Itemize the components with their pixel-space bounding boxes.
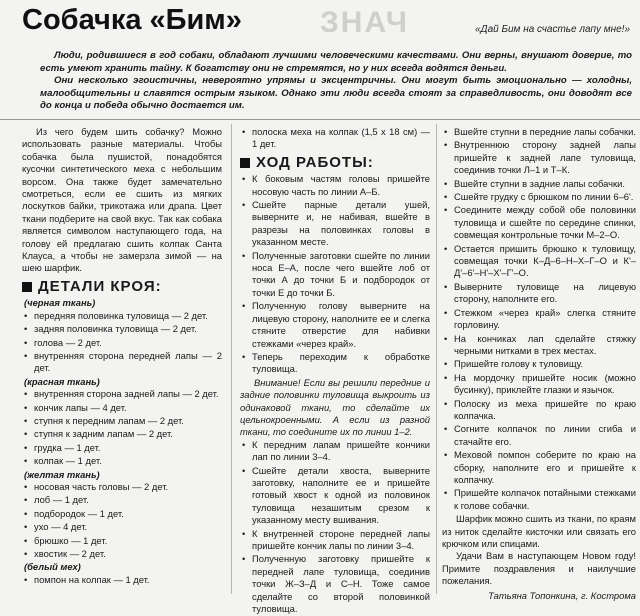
list-item: • задняя половинка туловища — 2 дет. xyxy=(22,323,222,335)
list-item: • подбородок — 1 дет. xyxy=(22,508,222,520)
list-item: • голова — 2 дет. xyxy=(22,337,222,349)
steps-list xyxy=(442,126,636,512)
list-item: • внутренняя сторона передней лапы — 2 дет. xyxy=(22,350,222,375)
header-quote: «Дай Бим на счастье лапу мне!» xyxy=(474,24,630,35)
intro-paragraph: Из чего будем шить собачку? Можно использовать разные материалы. Чтобы собачка была пушистой, понадобятся кусочки синтетического меха с небольшим ворсом. Она также будет замечательно смотреться, если ее сшить из мягких лоскутков байки, трикотажа или драпа. Цвет ткани подберите на свой вкус. Так как собака является символом наступающего года, на голову ей предлагаю сшить колпак Санта Клауса, а чтобы не замерзла зимой — на шею шарфик. xyxy=(22,126,222,274)
parts-group-label: (желтая ткань) xyxy=(24,468,100,480)
list-item: • Сшейте детали хвоста, выверните заготовку, наполните ее и пришейте готовый хвост к одной из половинок туловища незашитым срезом к указанному месту вшивания. xyxy=(240,465,430,527)
list-item: • Полученную заготовку пришейте к передней лапе туловища, соединив точки Ж–З–Д и С–Н. Тоже самое сделайте со второй половинкой туловища. xyxy=(240,553,430,615)
list-item: • ступня к задним лапам — 2 дет. xyxy=(22,428,222,440)
list-item: • Вшейте ступни в задние лапы собачки. xyxy=(442,178,636,190)
list-item: • лоб — 1 дет. xyxy=(22,494,222,506)
steps-list xyxy=(240,173,430,376)
steps-list xyxy=(240,439,430,616)
list-item: • полоска меха на колпак (1,5 х 18 см) — 1 дет. xyxy=(240,126,430,151)
parts-heading: ДЕТАЛИ КРОЯ: xyxy=(22,281,222,293)
parts-list xyxy=(22,481,222,560)
parts-list xyxy=(240,126,430,151)
article-title: Собачка «Бим» xyxy=(22,4,242,36)
lead-paragraph: Люди, родившиеся в год собаки, обладают лучшими человеческими качествами. Они верны, внушают доверие, то есть умеют хранить тайну. К богатству они не стремятся, но у них всегда водятся деньги. xyxy=(40,50,632,74)
list-item: • Полученные заготовки сшейте по линии носа Е–А, после чего вшейте лоб от точки А до точки Б и подбородок от точки Е до точки Б. xyxy=(240,250,430,300)
divider xyxy=(0,119,640,120)
list-item: • На кончиках лап сделайте стяжку черными нитками в трех местах. xyxy=(442,333,636,358)
parts-list xyxy=(22,574,222,586)
list-item: • Согните колпачок по линии сгиба и стачайте его. xyxy=(442,423,636,448)
list-item: • На мордочку пришейте носик (можно бусинку), приклейте глазки и язычок. xyxy=(442,372,636,397)
list-item: • Соедините между собой обе половинки туловища и сшейте по середине спинки, совмещая контрольные точки М–2–О. xyxy=(442,204,636,241)
lead-paragraph: Они несколько эгоистичны, невероятно упрямы и эксцентричны. Они могут быть эмоционально — холодны, малообщительны и славятся острым языком. Однако эти люди всегда стоят за справедливость, они доводят все до конца и победа обычно достается им. xyxy=(40,75,632,112)
scarf-paragraph: Шарфик можно сшить из ткани, по краям из ниток сделайте кисточки или связать его крючком или спицами. xyxy=(442,513,636,549)
heading-square-icon xyxy=(240,158,250,168)
list-item: • внутренняя сторона задней лапы — 2 дет. xyxy=(22,388,222,400)
lead-text xyxy=(40,50,632,113)
list-item: • передняя половинка туловища — 2 дет. xyxy=(22,310,222,322)
list-item: • Выверните туловище на лицевую сторону, наполните его. xyxy=(442,281,636,306)
heading-square-icon xyxy=(22,282,32,292)
list-item: • ухо — 4 дет. xyxy=(22,521,222,533)
list-item: • Сшейте парные детали ушей, выверните и, не набивая, вшейте в разрезы на половинках головы в указанном месте. xyxy=(240,199,430,249)
list-item: • помпон на колпак — 1 дет. xyxy=(22,574,222,586)
list-item: • Меховой помпон соберите по краю на сборку, наполните его и пришейте к колпачку. xyxy=(442,449,636,486)
attention-note: Внимание! Если вы решили передние и задние половинки туловища выкроить из одинаковой ткани, то сделайте их цельнокроенными. А если из разной ткани, то соедините их по линии 1–2. xyxy=(240,376,430,438)
parts-group-label: (белый мех) xyxy=(24,561,81,573)
list-item: • Внутреннюю сторону задней лапы пришейте к задней лапе туловища, соединив точки Л–1 и Т–К. xyxy=(442,139,636,176)
list-item: • Пришейте голову к туловищу. xyxy=(442,358,636,370)
list-item: • Вшейте ступни в передние лапы собачки. xyxy=(442,126,636,138)
list-item: • брюшко — 1 дет. xyxy=(22,535,222,547)
column-3 xyxy=(442,126,636,602)
list-item: • Полученную голову выверните на лицевую сторону, наполните ее и слегка стяните отверстие для набивки стежками «через край». xyxy=(240,300,430,350)
list-item: • Полоску из меха пришейте по краю колпачка. xyxy=(442,398,636,423)
list-item: • хвостик — 2 дет. xyxy=(22,548,222,560)
parts-group-label: (черная ткань) xyxy=(24,297,96,309)
list-item: • ступня к передним лапам — 2 дет. xyxy=(22,415,222,427)
author-signature: Татьяна Топонкина, г. Кострома xyxy=(488,589,636,601)
article-header xyxy=(0,0,640,46)
column-1 xyxy=(22,126,222,587)
list-item: • грудка — 1 дет. xyxy=(22,442,222,454)
list-item: • Остается пришить брюшко к туловищу, совмещая точки К–Д–6–Н–Х–Г–О и К'–Д'–6'–Н'–Х'–Г'–О. xyxy=(442,243,636,280)
list-item: • Стежком «через край» слегка стяните горловину. xyxy=(442,307,636,332)
parts-list xyxy=(22,388,222,467)
wishes-paragraph: Удачи Вам в наступающем Новом году! Примите поздравления и наилучшие пожелания. xyxy=(442,550,636,587)
list-item: • Сшейте грудку с брюшком по линии 6–6'. xyxy=(442,191,636,203)
list-item: • К внутренней стороне передней лапы пришейте кончик лапы по линии 3–4. xyxy=(240,528,430,553)
header-ghost-text: ЗНАЧ xyxy=(320,6,409,39)
work-heading: ХОД РАБОТЫ: xyxy=(240,157,430,169)
list-item: • Пришейте колпачок потайными стежками к голове собачки. xyxy=(442,487,636,512)
list-item: • К боковым частям головы пришейте носовую часть по линии А–Б. xyxy=(240,173,430,198)
column-2 xyxy=(240,126,430,616)
parts-list xyxy=(22,310,222,375)
column-divider xyxy=(231,124,232,594)
list-item: • кончик лапы — 4 дет. xyxy=(22,402,222,414)
list-item: • носовая часть головы — 2 дет. xyxy=(22,481,222,493)
list-item: • К передним лапам пришейте кончики лап по линии 3–4. xyxy=(240,439,430,464)
list-item: • колпак — 1 дет. xyxy=(22,455,222,467)
column-divider xyxy=(436,124,437,594)
parts-group-label: (красная ткань) xyxy=(24,375,100,387)
list-item: • Теперь переходим к обработке туловища. xyxy=(240,351,430,376)
